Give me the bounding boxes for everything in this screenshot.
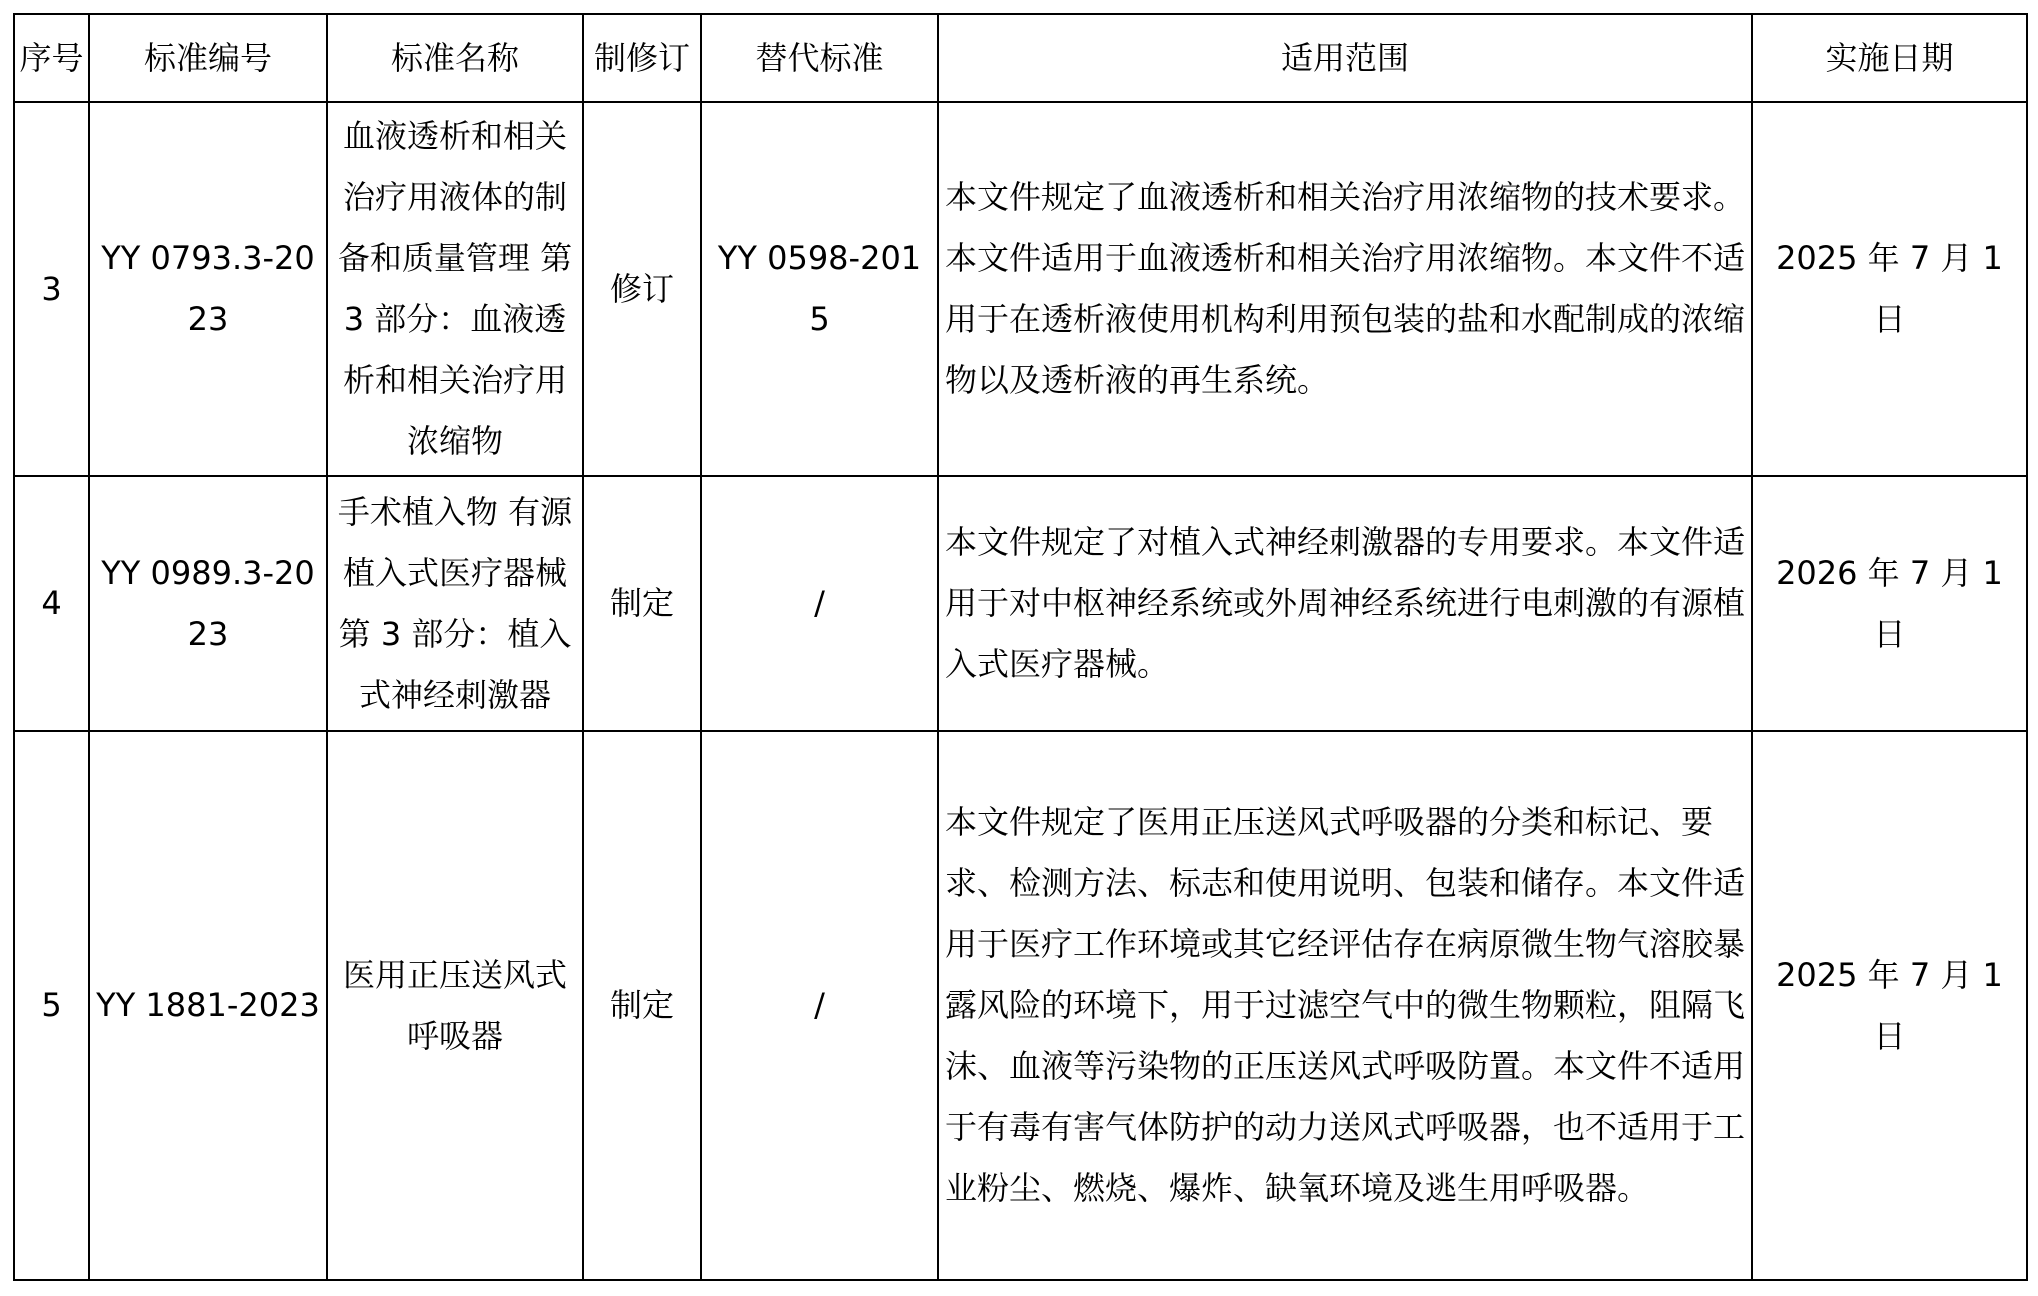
header-standard-name: 标准名称 (327, 14, 583, 102)
cell-standard-number: YY 1881-2023 (89, 731, 327, 1280)
table-row (14, 476, 2027, 731)
header-seq: 序号 (14, 14, 89, 102)
standards-table (13, 13, 2028, 1281)
cell-revision-type: 修订 (583, 102, 701, 476)
table-header-row (14, 14, 2027, 102)
cell-revision-type: 制定 (583, 731, 701, 1280)
header-standard-number: 标准编号 (89, 14, 327, 102)
cell-effective-date: 2025 年 7 月 1 日 (1752, 102, 2027, 476)
cell-effective-date: 2026 年 7 月 1 日 (1752, 476, 2027, 731)
cell-scope: 本文件规定了血液透析和相关治疗用浓缩物的技术要求。本文件适用于血液透析和相关治疗用浓缩物。本文件不适用于在透析液使用机构利用预包装的盐和水配制成的浓缩物以及透析液的再生系统。 (938, 102, 1752, 476)
table-row (14, 102, 2027, 476)
cell-seq: 3 (14, 102, 89, 476)
cell-replaced-standard: / (701, 731, 938, 1280)
cell-scope: 本文件规定了医用正压送风式呼吸器的分类和标记、要求、检测方法、标志和使用说明、包装和储存。本文件适用于医疗工作环境或其它经评估存在病原微生物气溶胶暴露风险的环境下，用于过滤空气中的微生物颗粒，阻隔飞沫、血液等污染物的正压送风式呼吸防置。本文件不适用于有毒有害气体防护的动力送风式呼吸器，也不适用于工业粉尘、燃烧、爆炸、缺氧环境及逃生用呼吸器。 (938, 731, 1752, 1280)
cell-effective-date: 2025 年 7 月 1 日 (1752, 731, 2027, 1280)
table-row (14, 731, 2027, 1280)
header-replaced-standard: 替代标准 (701, 14, 938, 102)
cell-replaced-standard: / (701, 476, 938, 731)
header-scope: 适用范围 (938, 14, 1752, 102)
cell-scope: 本文件规定了对植入式神经刺激器的专用要求。本文件适用于对中枢神经系统或外周神经系统进行电刺激的有源植入式医疗器械。 (938, 476, 1752, 731)
header-revision-type: 制修订 (583, 14, 701, 102)
cell-standard-name: 手术植入物 有源植入式医疗器械 第 3 部分：植入式神经刺激器 (327, 476, 583, 731)
cell-replaced-standard: YY 0598-2015 (701, 102, 938, 476)
cell-revision-type: 制定 (583, 476, 701, 731)
cell-standard-number: YY 0793.3-2023 (89, 102, 327, 476)
cell-standard-number: YY 0989.3-2023 (89, 476, 327, 731)
cell-standard-name: 医用正压送风式呼吸器 (327, 731, 583, 1280)
header-effective-date: 实施日期 (1752, 14, 2027, 102)
cell-standard-name: 血液透析和相关治疗用液体的制备和质量管理 第 3 部分：血液透析和相关治疗用浓缩物 (327, 102, 583, 476)
cell-seq: 4 (14, 476, 89, 731)
cell-seq: 5 (14, 731, 89, 1280)
